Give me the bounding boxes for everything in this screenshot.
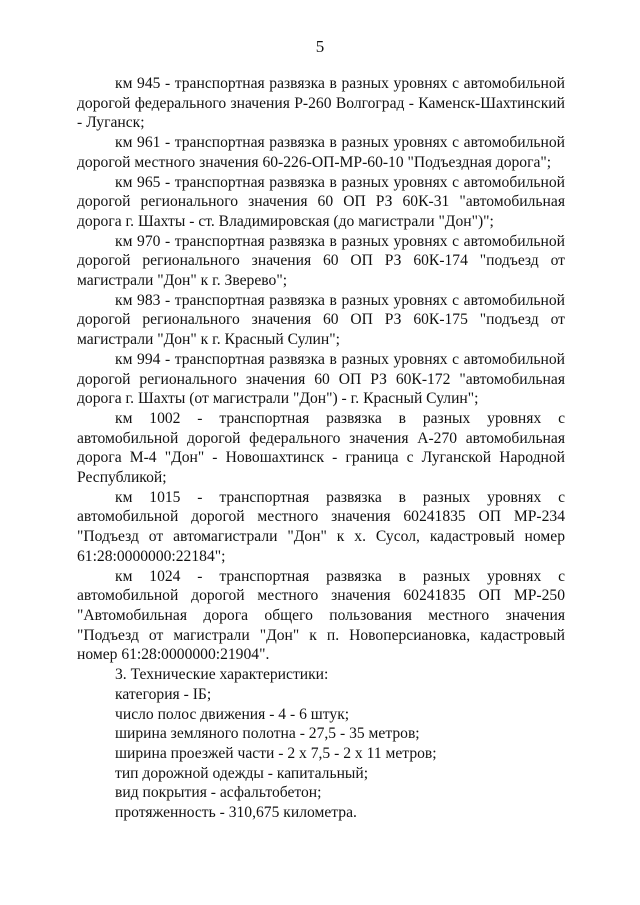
characteristic-length: протяженность - 310,675 километра. (115, 804, 357, 822)
characteristic-lanes: число полос движения - 4 - 6 штук; (115, 705, 350, 723)
characteristic-roadbed-width: ширина земляного полотна - 27,5 - 35 метров; (115, 725, 420, 743)
paragraph-km-970: км 970 - транспортная развязка в разных уровнях с автомобильной дорогой регионального значения 60 ОП РЗ 60К-174 "подъезд от магистрали "Дон" к г. Зверево"; (77, 232, 565, 290)
paragraph-km-945: км 945 - транспортная развязка в разных уровнях с автомобильной дорогой федерального значения Р-260 Волгоград - Каменск-Шахтинский - Луганск; (77, 75, 565, 132)
paragraph-km-961: км 961 - транспортная развязка в разных уровнях с автомобильной дорогой местного значения 60-226-ОП-МР-60-10 "Подъездная дорога"; (77, 134, 565, 171)
paragraph-km-1024: км 1024 - транспортная развязка в разных уровнях с автомобильной дорогой местного значения 60241835 ОП МР-250 "Автомобильная дорога общего пользования местного значения "Подъезд от магистрали "Дон" к п. Новоперсиановка, кадастровый номер 61:28:0000000:21904". (77, 567, 565, 664)
paragraph-km-1002: км 1002 - транспортная развязка в разных уровнях с автомобильной дорогой федерального значения А-270 автомобильная дорога М-4 "Дон" - Новошахтинск - граница с Луганской Народной Республикой; (77, 409, 565, 487)
characteristic-surface: вид покрытия - асфальтобетон; (115, 784, 322, 802)
paragraph-km-994: км 994 - транспортная развязка в разных уровнях с автомобильной дорогой регионального значения 60 ОП РЗ 60К-172 "автомобильная дорога г. Шахты (от магистрали "Дон") - г. Красный Сулин"; (77, 350, 565, 408)
document-body (77, 74, 565, 823)
paragraph-km-983: км 983 - транспортная развязка в разных уровнях с автомобильной дорогой регионального значения 60 ОП РЗ 60К-175 "подъезд от магистрали "Дон" к г. Красный Сулин"; (77, 291, 565, 349)
characteristic-pavement-type: тип дорожной одежды - капитальный; (115, 764, 369, 782)
characteristic-category: категория - IБ; (115, 685, 212, 703)
page-number: 5 (315, 37, 325, 56)
paragraph-km-965: км 965 - транспортная развязка в разных уровнях с автомобильной дорогой регионального значения 60 ОП РЗ 60К-31 "автомобильная дорога г. Шахты - ст. Владимировская (до магистрали "Дон")"; (77, 173, 565, 230)
paragraph-km-1015: км 1015 - транспортная развязка в разных уровнях с автомобильной дорогой местного значения 60241835 ОП МР-234 "Подъезд от автомагистрали "Дон" к х. Сусол, кадастровый номер 61:28:0000000:22184"; (77, 488, 565, 565)
characteristic-carriageway-width: ширина проезжей части - 2 х 7,5 - 2 х 11 метров; (115, 744, 437, 762)
section-title: 3. Технические характеристики: (115, 666, 329, 684)
